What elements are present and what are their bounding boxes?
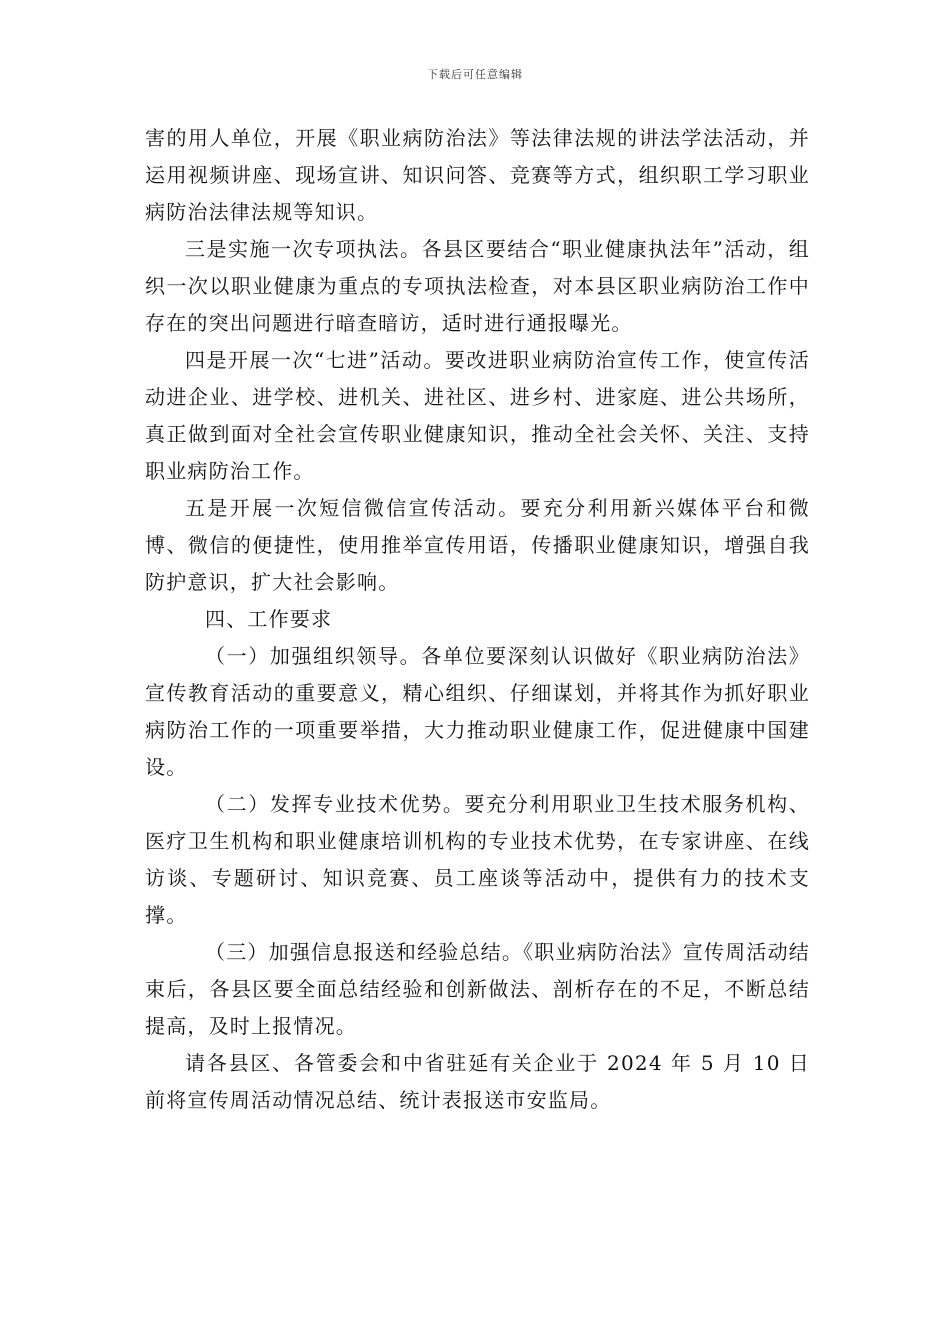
paragraph-reporting-summary: （三）加强信息报送和经验总结。《职业病防治法》宣传周活动结束后，各县区要全面总结经验和创新做法、剖析存在的不足，不断总结提高，及时上报情况。 xyxy=(145,940,810,1038)
paragraph-submission-deadline: 请各县区、各管委会和中省驻延有关企业于 2024 年 5 月 10 日前将宣传周活动情况总结、统计表报送市安监局。 xyxy=(145,1051,810,1112)
paragraph-sms-wechat-campaign: 五是开展一次短信微信宣传活动。要充分利用新兴媒体平台和微博、微信的便捷性，使用推举宣传用语，传播职业健康知识，增强自我防护意识，扩大社会影响。 xyxy=(145,496,810,594)
paragraph-organization-leadership: （一）加强组织领导。各单位要深刻认识做好《职业病防治法》宣传教育活动的重要意义，精心组织、仔细谋划，并将其作为抓好职业病防治工作的一项重要举措，大力推动职业健康工作，促进健康中国建设。 xyxy=(145,644,810,779)
paragraph-technical-advantage: （二）发挥专业技术优势。要充分利用职业卫生技术服务机构、医疗卫生机构和职业健康培训机构的专业技术优势，在专家讲座、在线访谈、专题研讨、知识竞赛、员工座谈等活动中，提供有力的技术支撑。 xyxy=(145,792,810,927)
paragraph-special-enforcement: 三是实施一次专项执法。各县区要结合“职业健康执法年”活动，组织一次以职业健康为重点的专项执法检查，对本县区职业病防治工作中存在的突出问题进行暗查暗访，适时进行通报曝光。 xyxy=(145,237,810,335)
paragraph-legal-education-continuation: 害的用人单位，开展《职业病防治法》等法律法规的讲法学法活动，并运用视频讲座、现场宣讲、知识问答、竞赛等方式，组织职工学习职业病防治法律法规等知识。 xyxy=(145,126,810,224)
paragraph-seven-entries: 四是开展一次“七进”活动。要改进职业病防治宣传工作，使宣传活动进企业、进学校、进机关、进社区、进乡村、进家庭、进公共场所，真正做到面对全社会宣传职业健康知识，推动全社会关怀、关注、支持职业病防治工作。 xyxy=(145,348,810,483)
section-heading-work-requirements: 四、工作要求 xyxy=(205,607,333,631)
document-body xyxy=(145,120,810,1119)
page-header-note: 下载后可任意编辑 xyxy=(427,68,523,81)
